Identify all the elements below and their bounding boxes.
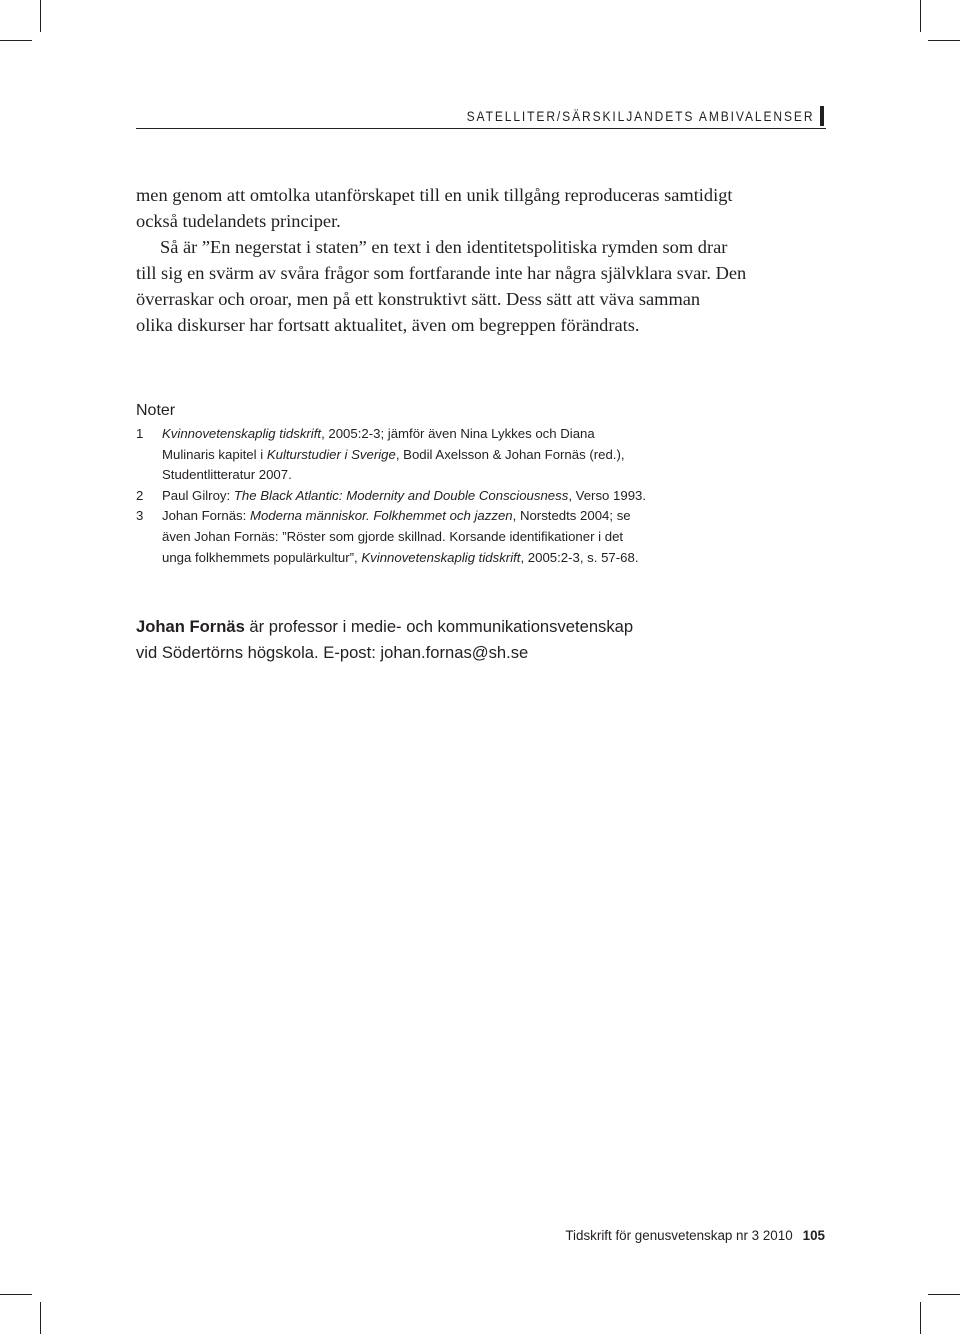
crop-mark [40, 0, 41, 32]
bio-text: är professor i medie- och kommunikationsvetenskap [244, 617, 634, 636]
note-plain: , Norstedts 2004; se [512, 508, 631, 524]
running-head-bar [820, 106, 824, 126]
note-number: 2 [136, 487, 144, 503]
note-line [162, 445, 625, 466]
crop-mark [0, 1294, 32, 1295]
header-rule [136, 128, 826, 129]
note-line [162, 527, 638, 548]
bio-line: vid Södertörns högskola. E-post: johan.fornas@sh.se [136, 643, 529, 662]
page-footer [565, 1228, 825, 1243]
running-head [136, 106, 824, 128]
note-plain: , Bodil Axelsson & Johan Fornäs (red.), [395, 446, 625, 462]
body-text [136, 182, 826, 338]
note-line [162, 506, 638, 527]
author-name: Johan Fornäs [136, 617, 245, 636]
note-2 [136, 486, 826, 507]
note-plain: även Johan Fornäs: ”Röster som gjorde skillnad. Korsande identifikationer i det [162, 528, 624, 544]
crop-mark [40, 1302, 41, 1334]
note-plain: Studentlitteratur 2007. [162, 467, 292, 483]
notes-section [136, 400, 826, 568]
note-italic: Kulturstudier i Sverige [266, 446, 396, 462]
bio-line [136, 614, 826, 640]
note-plain: , Verso 1993. [568, 487, 647, 503]
note-text [162, 506, 638, 568]
note-plain: Paul Gilroy: [162, 487, 234, 503]
note-italic: Kvinnovetenskaplig tidskrift [361, 549, 521, 565]
note-text [162, 424, 625, 486]
note-plain: Mulinaris kapitel i [162, 446, 267, 462]
note-line [162, 486, 646, 507]
crop-mark [0, 40, 32, 41]
body-line: också tudelandets principer. [136, 211, 341, 231]
body-line: olika diskurser har fortsatt aktualitet, även om begreppen förändrats. [136, 315, 640, 335]
note-italic: The Black Atlantic: Modernity and Double Consciousness [233, 487, 569, 503]
note-line [162, 465, 625, 486]
page-number: 105 [802, 1228, 825, 1243]
note-plain: , 2005:2-3, s. 57-68. [520, 549, 639, 565]
note-plain: Johan Fornäs: [162, 508, 250, 524]
crop-mark [928, 1294, 960, 1295]
note-text [162, 486, 646, 507]
note-number: 3 [136, 508, 144, 524]
body-line: Så är ”En negerstat i staten” en text i den identitetspolitiska rymden som drar [160, 237, 728, 257]
crop-mark [920, 0, 921, 32]
body-line: men genom att omtolka utanförskapet till en unik tillgång reproduceras samtidigt [136, 185, 733, 205]
notes-heading: Noter [136, 402, 176, 419]
note-number: 1 [136, 426, 144, 441]
note-plain: unga folkhemmets populärkultur”, [162, 549, 362, 565]
body-line: till sig en svärm av svåra frågor som fortfarande inte har några självklara svar. Den [136, 263, 747, 283]
note-1 [136, 424, 826, 486]
note-italic: Kvinnovetenskaplig tidskrift [162, 426, 322, 441]
note-3 [136, 506, 826, 568]
author-bio [136, 614, 826, 666]
running-title: SATELLITER/SÄRSKILJANDETS AMBIVALENSER [466, 108, 814, 124]
note-plain: , 2005:2-3; jämför även Nina Lykkes och Diana [321, 426, 595, 441]
note-line [162, 424, 625, 445]
crop-mark [928, 40, 960, 41]
body-line: överraskar och oroar, men på ett konstruktivt sätt. Dess sätt att väva samman [136, 289, 701, 309]
note-italic: Moderna människor. Folkhemmet och jazzen [249, 508, 513, 524]
crop-mark [920, 1302, 921, 1334]
note-line [162, 548, 638, 569]
journal-name: Tidskrift för genusvetenskap nr 3 2010 [565, 1228, 793, 1243]
